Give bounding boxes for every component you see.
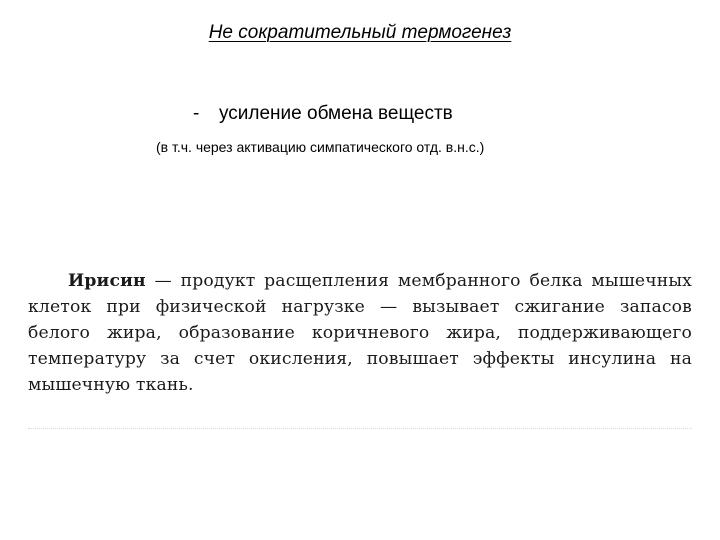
bullet-text: усиление обмена веществ bbox=[219, 103, 453, 124]
scanned-term: Ирисин bbox=[68, 271, 146, 291]
bullet-note: (в т.ч. через активацию симпатического отд. в.н.с.) bbox=[156, 139, 485, 155]
scanned-text-block bbox=[28, 268, 692, 398]
bullet-item bbox=[193, 103, 453, 125]
scanned-paragraph bbox=[28, 268, 692, 398]
scan-edge-divider bbox=[28, 428, 692, 435]
bullet-dash: - bbox=[193, 103, 200, 124]
scanned-definition: — продукт расщепления мембранного белка мышечных клеток при физической нагрузке — вызывает сжигание запасов белого жира, образование коричневого жира, поддерживающего температуру за счет окисления, повышает эффекты инсулина на мышечную ткань. bbox=[28, 271, 692, 395]
slide-title: Не сократительный термогенез bbox=[208, 22, 512, 43]
